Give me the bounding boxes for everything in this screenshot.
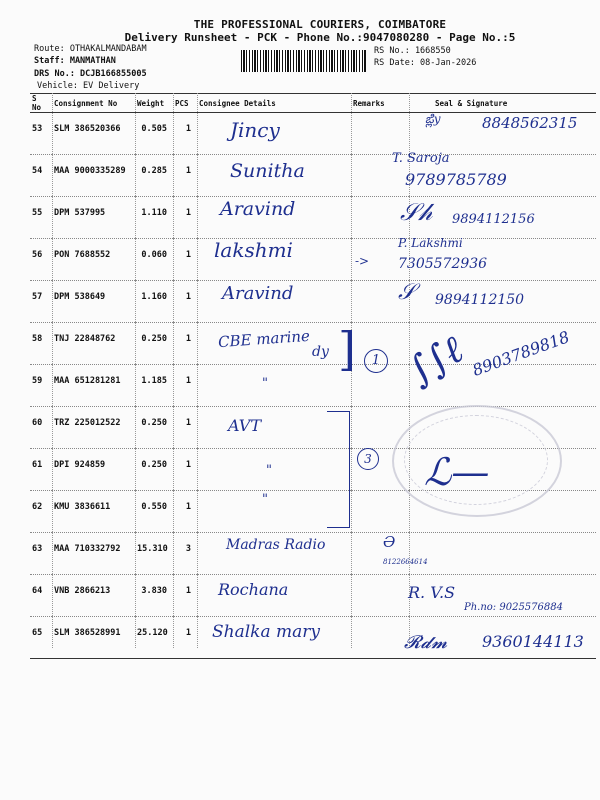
handwritten-name: dy: [312, 344, 329, 360]
row-consignment: SLM 386528991: [52, 617, 135, 659]
row-pcs: 1: [173, 197, 197, 239]
row-weight: 0.550: [135, 491, 173, 533]
handwritten-signature: Ə: [383, 533, 396, 551]
handwritten-signature: ఒ్లిy: [425, 112, 441, 126]
handwritten-phone: 8122664614: [383, 558, 428, 566]
handwritten-signature: ℒ—: [424, 450, 490, 494]
handwritten-signature: 𝓡𝓭𝓶: [404, 632, 448, 653]
handwritten-signature: 𝒮𝒽: [400, 198, 433, 226]
row-pcs: 3: [173, 533, 197, 575]
handwritten-ditto: ": [262, 492, 268, 507]
row-sno: 57: [30, 281, 52, 323]
row-consignment: MAA 9000335289: [52, 155, 135, 197]
table-row: [30, 155, 596, 197]
handwritten-name: Madras Radio: [226, 537, 326, 553]
column-divider: [197, 93, 198, 648]
row-weight: 0.285: [135, 155, 173, 197]
handwritten-arrow: ->: [355, 254, 370, 268]
row-pcs: 1: [173, 407, 197, 449]
handwritten-phone: 7305572936: [398, 256, 488, 272]
handwritten-name: Rochana: [218, 580, 289, 599]
row-weight: 0.250: [135, 407, 173, 449]
row-consignment: DPI 924859: [52, 449, 135, 491]
column-divider: [52, 93, 53, 648]
row-pcs: 1: [173, 575, 197, 617]
handwritten-signature: ∫∫ℓ: [400, 327, 471, 393]
row-weight: 1.185: [135, 365, 173, 407]
row-consignment: DPM 538649: [52, 281, 135, 323]
row-pcs: 1: [173, 491, 197, 533]
row-pcs: 1: [173, 239, 197, 281]
row-consignment: KMU 3836611: [52, 491, 135, 533]
handwritten-circled-number: 1: [364, 349, 388, 373]
route-label: Route: OTHAKALMANDABAM: [34, 44, 147, 54]
col-pcs: PCS: [173, 94, 197, 113]
runsheet-table: [30, 93, 596, 659]
row-pcs: 1: [173, 155, 197, 197]
handwritten-name: Jincy: [230, 118, 280, 142]
row-consignment: VNB 2866213: [52, 575, 135, 617]
row-sno: 58: [30, 323, 52, 365]
row-weight: 1.160: [135, 281, 173, 323]
row-sno: 65: [30, 617, 52, 659]
row-weight: 0.250: [135, 449, 173, 491]
row-weight: 0.060: [135, 239, 173, 281]
handwritten-circled-number: 3: [357, 448, 379, 470]
table-row: [30, 239, 596, 281]
row-weight: 25.120: [135, 617, 173, 659]
row-consignment: MAA 651281281: [52, 365, 135, 407]
row-weight: 0.505: [135, 113, 173, 155]
handwritten-bracket: ]: [338, 322, 356, 376]
row-sno: 59: [30, 365, 52, 407]
table-row: [30, 365, 596, 407]
handwritten-signature: P. Lakshmi: [398, 236, 463, 250]
row-consignment: PON 7688552: [52, 239, 135, 281]
rs-date: RS Date: 08-Jan-2026: [374, 58, 477, 68]
handwritten-ditto: ": [262, 376, 268, 391]
drs-number: DRS No.: DCJB166855005: [34, 69, 147, 79]
col-sno: S No: [30, 94, 52, 113]
barcode-image: [241, 50, 366, 72]
handwritten-name: lakshmi: [214, 238, 293, 262]
row-weight: 15.310: [135, 533, 173, 575]
row-pcs: 1: [173, 449, 197, 491]
col-weight: Weight: [135, 94, 173, 113]
row-consignment: SLM 386520366: [52, 113, 135, 155]
row-sno: 53: [30, 113, 52, 155]
column-divider: [173, 93, 174, 648]
handwritten-phone: 9360144113: [482, 632, 584, 651]
runsheet-subtitle: Delivery Runsheet - PCK - Phone No.:9047080280 - Page No.:5: [124, 31, 516, 44]
row-weight: 1.110: [135, 197, 173, 239]
rs-number: RS No.: 1668550: [374, 46, 451, 56]
row-consignment: MAA 710332792: [52, 533, 135, 575]
handwritten-signature: 𝒮: [398, 280, 416, 305]
row-consignment: DPM 537995: [52, 197, 135, 239]
handwritten-name: Aravind: [220, 198, 296, 220]
handwritten-bracket: [327, 411, 350, 528]
handwritten-phone: 9894112156: [452, 212, 535, 227]
handwritten-name: AVT: [228, 416, 261, 435]
row-pcs: 1: [173, 281, 197, 323]
handwritten-name: Aravind: [222, 283, 294, 304]
col-consignment: Consignment No: [52, 94, 135, 113]
handwritten-name: Shalka mary: [212, 622, 320, 642]
handwritten-ditto: ": [266, 463, 272, 478]
vehicle-label: Vehicle: EV Delivery: [37, 81, 140, 91]
staff-label: Staff: MANMATHAN: [34, 56, 116, 66]
row-pcs: 1: [173, 617, 197, 659]
row-sno: 55: [30, 197, 52, 239]
handwritten-phone: 8848562315: [482, 114, 578, 132]
row-sno: 64: [30, 575, 52, 617]
handwritten-phone: Ph.no: 9025576884: [464, 602, 563, 613]
col-consignee: Consignee Details: [197, 94, 351, 113]
column-divider: [135, 93, 136, 648]
table-header-row: [30, 94, 596, 113]
row-weight: 0.250: [135, 323, 173, 365]
handwritten-phone: 8903789818: [469, 327, 572, 380]
row-sno: 60: [30, 407, 52, 449]
row-weight: 3.830: [135, 575, 173, 617]
handwritten-signature: T. Saroja: [392, 151, 450, 166]
row-sno: 61: [30, 449, 52, 491]
row-sno: 54: [30, 155, 52, 197]
row-consignment: TNJ 22848762: [52, 323, 135, 365]
col-signature: Seal & Signature: [409, 94, 596, 113]
company-title: THE PROFESSIONAL COURIERS, COIMBATORE: [193, 18, 447, 31]
row-pcs: 1: [173, 365, 197, 407]
handwritten-name: CBE marine: [217, 326, 311, 352]
row-sno: 63: [30, 533, 52, 575]
row-pcs: 1: [173, 323, 197, 365]
row-consignment: TRZ 225012522: [52, 407, 135, 449]
handwritten-phone: 9789785789: [405, 170, 507, 189]
row-pcs: 1: [173, 113, 197, 155]
handwritten-signature: R. V.S: [408, 583, 456, 602]
handwritten-phone: 9894112150: [435, 292, 525, 308]
col-remarks: Remarks: [351, 94, 409, 113]
row-sno: 56: [30, 239, 52, 281]
row-sno: 62: [30, 491, 52, 533]
handwritten-name: Sunitha: [230, 160, 305, 182]
